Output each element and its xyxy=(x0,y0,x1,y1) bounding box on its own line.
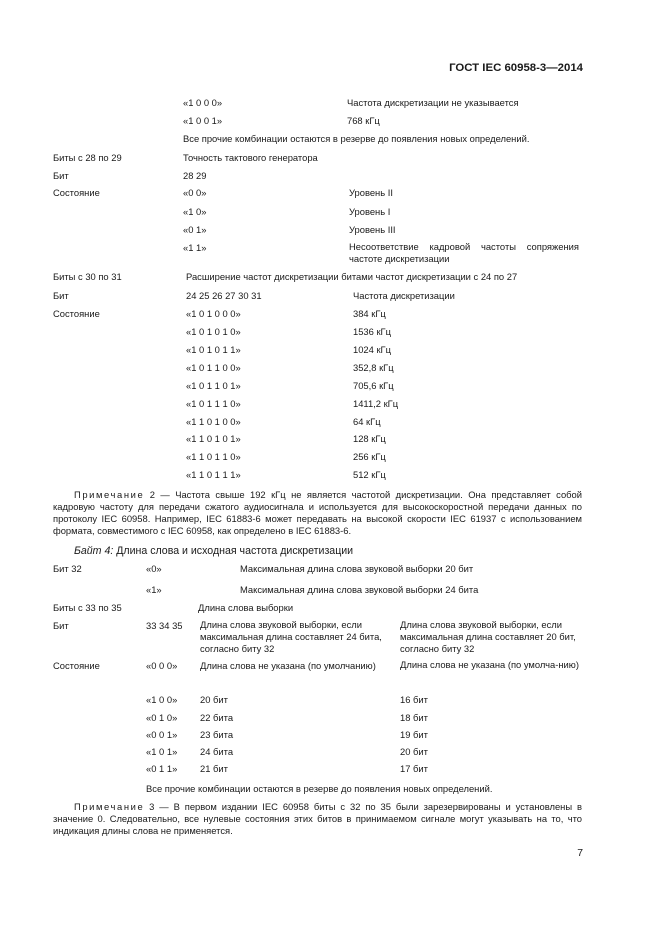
length-24bit: 21 бит xyxy=(200,763,228,774)
description: Уровень III xyxy=(349,224,396,235)
length-20bit: Длина слова не указана (по умолча-нию) xyxy=(400,659,579,670)
length-24bit: 20 бит xyxy=(200,694,228,705)
bit-label: Бит xyxy=(53,620,69,631)
page-number: 7 xyxy=(577,848,583,859)
frequency-value: 1411,2 кГц xyxy=(353,398,399,409)
length-24bit: Длина слова не указана (по умолчанию) xyxy=(200,660,376,671)
frequency-value: 352,8 кГц xyxy=(353,362,394,373)
code-value: «1 0 1 1 1 0» xyxy=(186,398,241,409)
code-value: «1 0 1 1 0 0» xyxy=(186,362,241,373)
document-header: ГОСТ IEC 60958-3—2014 xyxy=(449,62,583,74)
length-20bit: 20 бит xyxy=(400,746,428,757)
section-title: Точность тактового генератора xyxy=(183,152,318,163)
frequency-value: 705,6 кГц xyxy=(353,380,394,391)
code-value: «1 0 1 0 1 0» xyxy=(186,326,241,337)
code-value: «1 1 0 1 1 1» xyxy=(186,469,241,480)
state-label: Состояние xyxy=(53,308,100,319)
note-label: Примечание xyxy=(74,489,145,500)
code-value: «1 0 1 0 1 1» xyxy=(186,344,241,355)
section-title: Длина слова выборки xyxy=(198,602,294,613)
state-label: Состояние xyxy=(53,660,100,671)
bit-numbers: 28 29 xyxy=(183,170,207,181)
length-24bit: 24 бита xyxy=(200,746,234,757)
note-3 xyxy=(53,801,582,837)
frequency-value: 1024 кГц xyxy=(353,344,392,355)
code-value: «0» xyxy=(146,563,162,574)
frequency-value: 1536 кГц xyxy=(353,326,392,337)
code-value: «0 1 1» xyxy=(146,763,178,774)
byte4-label: Байт 4: xyxy=(74,545,114,557)
column-header-24bit: Длина слова звуковой выборки, если максимальная длина составляет 24 бита, согласно биту 32 xyxy=(200,619,382,654)
description: Частота дискретизации не указывается xyxy=(347,97,519,108)
code-value: «1 0» xyxy=(183,206,207,217)
note-text: 2 — Частота свыше 192 кГц не является частотой дискретизации. Она представляет собой кадровую частоту для передачи сжатого аудиосигнала и используется для высокоскоростной передачи данных по протоколу IEC 60958. Например, IEC 61883-6 может передавать на высокой скорости IEC 61937 с использованием формата, совместимого с IEC 60958, как определено в IEC 61883-6. xyxy=(53,489,582,536)
frequency-value: 384 кГц xyxy=(353,308,386,319)
description: Максимальная длина слова звуковой выборки 20 бит xyxy=(240,563,474,574)
bit-label: Бит xyxy=(53,290,69,301)
code-value: «1 0 0» xyxy=(146,694,178,705)
code-value: «1» xyxy=(146,584,162,595)
frequency-value: 256 кГц xyxy=(353,451,386,462)
reserve-note: Все прочие комбинации остаются в резерве до появления новых определений. xyxy=(183,133,530,144)
code-value: «1 0 1 0 0 0» xyxy=(186,308,241,319)
code-value: «1 1 0 1 0 1» xyxy=(186,433,241,444)
column-header-20bit: Длина слова звуковой выборки, если максимальная длина составляет 20 бит, согласно биту 32 xyxy=(400,619,576,654)
length-20bit: 17 бит xyxy=(400,763,428,774)
code-value: «1 0 0 0» xyxy=(183,97,223,108)
description: Уровень I xyxy=(349,206,391,217)
bit-numbers: 24 25 26 27 30 31 xyxy=(186,290,262,301)
frequency-value: 64 кГц xyxy=(353,416,381,427)
bit-numbers: 33 34 35 xyxy=(146,620,183,631)
frequency-value: 512 кГц xyxy=(353,469,386,480)
description: 768 кГц xyxy=(347,115,380,126)
length-24bit: 23 бита xyxy=(200,729,234,740)
bits-range-label: Биты с 28 по 29 xyxy=(53,152,122,163)
bit-label: Бит xyxy=(53,170,69,181)
code-value: «1 0 1 1 0 1» xyxy=(186,380,241,391)
bit32-label: Бит 32 xyxy=(53,563,82,574)
frequency-value: 128 кГц xyxy=(353,433,386,444)
reserve-note: Все прочие комбинации остаются в резерве до появления новых определений. xyxy=(146,783,493,794)
code-value: «0 1 0» xyxy=(146,712,178,723)
bits-range-label: Биты с 30 по 31 xyxy=(53,271,122,282)
byte4-title: Длина слова и исходная частота дискретизации xyxy=(113,545,354,557)
description: Несоответствие кадровой частоты сопряжения частоте дискретизации xyxy=(349,241,579,264)
note-text: 3 — В первом издании IEC 60958 биты с 32 по 35 были зарезервированы и установлены в значение 0. Следовательно, все нулевые состояния этих битов в принимаемом сигнале могут указывать на то, что индикация длины слова не применяется. xyxy=(53,801,582,836)
length-20bit: 18 бит xyxy=(400,712,428,723)
section-title: Расширение частот дискретизации битами частот дискретизации с 24 по 27 xyxy=(186,271,518,282)
length-20bit: 16 бит xyxy=(400,694,428,705)
length-24bit: 22 бита xyxy=(200,712,234,723)
description: Максимальная длина слова звуковой выборки 24 бита xyxy=(240,584,479,595)
note-label: Примечание xyxy=(74,801,145,812)
code-value: «0 0 0» xyxy=(146,660,178,671)
column-header: Частота дискретизации xyxy=(353,290,455,301)
length-20bit: 19 бит xyxy=(400,729,428,740)
code-value: «1 0 0 1» xyxy=(183,115,223,126)
state-label: Состояние xyxy=(53,187,100,198)
code-value: «1 0 1» xyxy=(146,746,178,757)
code-value: «0 1» xyxy=(183,224,207,235)
bits-range-label: Биты с 33 по 35 xyxy=(53,602,122,613)
code-value: «0 0 1» xyxy=(146,729,178,740)
note-2 xyxy=(53,489,582,537)
code-value: «0 0» xyxy=(183,187,207,198)
byte4-heading xyxy=(74,545,353,557)
code-value: «1 1 0 1 1 0» xyxy=(186,451,241,462)
code-value: «1 1» xyxy=(183,242,207,253)
code-value: «1 1 0 1 0 0» xyxy=(186,416,241,427)
description: Уровень II xyxy=(349,187,393,198)
